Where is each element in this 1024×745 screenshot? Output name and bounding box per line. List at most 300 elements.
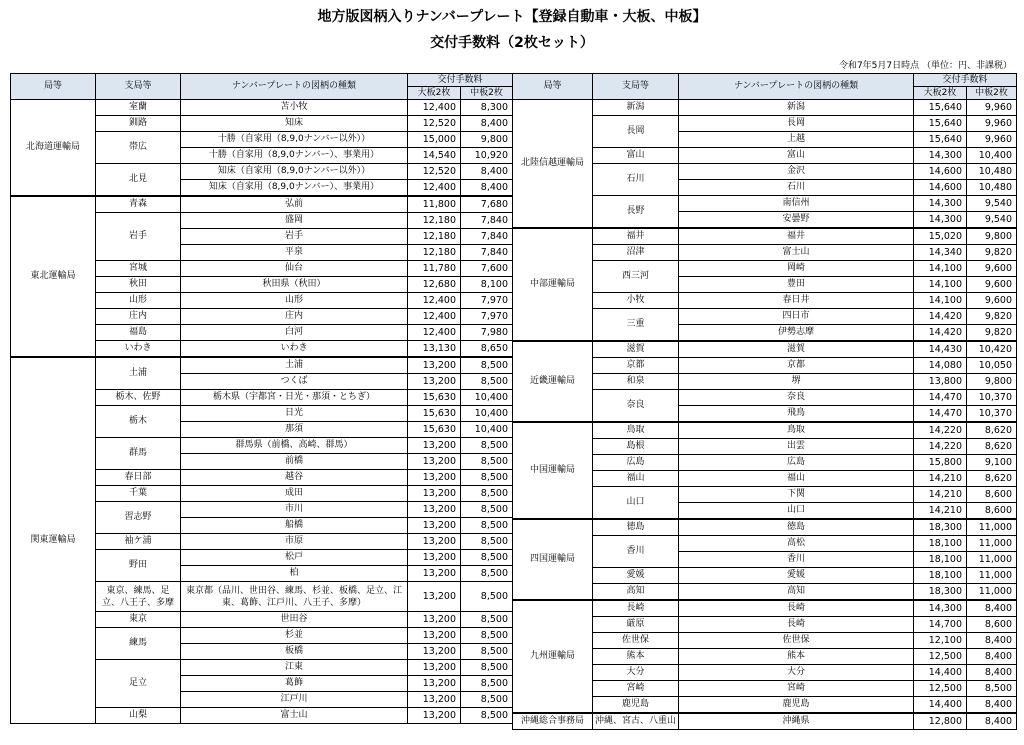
design-cell: 江戸川 xyxy=(181,692,408,708)
branch-cell: 徳島 xyxy=(593,519,679,536)
branch-cell: 岩手 xyxy=(96,213,181,261)
branch-cell: 和泉 xyxy=(593,374,679,390)
large-fee-cell: 12,520 xyxy=(408,164,461,180)
branch-cell: 広島 xyxy=(593,455,679,471)
large-fee-cell: 14,600 xyxy=(914,180,967,196)
large-fee-cell: 15,630 xyxy=(408,390,461,406)
branch-cell: 栃木 xyxy=(96,406,181,438)
large-fee-cell: 13,200 xyxy=(408,628,461,644)
design-cell: 佐世保 xyxy=(679,633,914,649)
design-cell: 苫小牧 xyxy=(181,100,408,116)
branch-cell: 山梨 xyxy=(96,708,181,724)
medium-fee-cell: 8,500 xyxy=(461,676,513,692)
branch-cell: 香川 xyxy=(593,536,679,568)
medium-fee-cell: 8,500 xyxy=(967,681,1017,697)
branch-cell: 宮城 xyxy=(96,261,181,277)
design-cell: 那須 xyxy=(181,422,408,438)
as-of-date-note: 令和7年5月7日時点 （単位：円、非課税） xyxy=(838,61,1012,71)
bureau-cell: 関東運輸局 xyxy=(11,357,96,724)
medium-fee-cell: 9,820 xyxy=(967,245,1017,261)
medium-fee-cell: 8,300 xyxy=(461,100,513,116)
design-cell: 鹿児島 xyxy=(679,697,914,714)
medium-fee-cell: 7,970 xyxy=(461,293,513,309)
design-cell: 広島 xyxy=(679,455,914,471)
design-cell: 四日市 xyxy=(679,309,914,325)
design-cell: 富山 xyxy=(679,148,914,164)
design-cell: 堺 xyxy=(679,374,914,390)
bureau-cell: 北海道運輸局 xyxy=(11,100,96,197)
branch-cell: 福山 xyxy=(593,471,679,487)
large-fee-cell: 13,200 xyxy=(408,582,461,612)
large-fee-cell: 14,470 xyxy=(914,406,967,423)
large-fee-cell: 13,200 xyxy=(408,566,461,582)
branch-cell: 練馬 xyxy=(96,628,181,660)
design-cell: 伊勢志摩 xyxy=(679,325,914,342)
design-cell: 十勝（自家用（8,9,0ナンバー以外）） xyxy=(181,132,408,148)
large-fee-cell: 14,470 xyxy=(914,390,967,406)
large-fee-cell: 12,400 xyxy=(408,293,461,309)
branch-cell: 群馬 xyxy=(96,438,181,470)
table-row xyxy=(513,713,1017,730)
large-fee-cell: 15,630 xyxy=(408,406,461,422)
design-cell: 香川 xyxy=(679,552,914,568)
branch-cell: 栃木、佐野 xyxy=(96,390,181,406)
medium-fee-cell: 9,800 xyxy=(967,374,1017,390)
design-cell: 岩手 xyxy=(181,229,408,245)
large-fee-cell: 14,100 xyxy=(914,261,967,277)
large-fee-cell: 13,200 xyxy=(408,612,461,628)
branch-cell: 習志野 xyxy=(96,502,181,534)
design-cell: 安曇野 xyxy=(679,212,914,229)
large-fee-cell: 14,220 xyxy=(914,422,967,439)
medium-fee-cell: 8,500 xyxy=(461,502,513,518)
medium-fee-cell: 8,500 xyxy=(461,708,513,724)
medium-fee-cell: 10,480 xyxy=(967,180,1017,196)
branch-cell: 愛媛 xyxy=(593,568,679,584)
branch-cell: 沼津 xyxy=(593,245,679,261)
large-fee-cell: 15,630 xyxy=(408,422,461,438)
design-cell: 秋田県（秋田） xyxy=(181,277,408,293)
table-row xyxy=(513,600,1017,617)
medium-fee-cell: 7,840 xyxy=(461,213,513,229)
large-fee-cell: 14,210 xyxy=(914,487,967,503)
medium-fee-cell: 7,970 xyxy=(461,309,513,325)
branch-cell: 足立 xyxy=(96,660,181,708)
large-fee-cell: 14,080 xyxy=(914,358,967,374)
document-title: 地方版図柄入りナンバープレート【登録自動車・大板、中板】 xyxy=(317,9,707,25)
bureau-cell: 四国運輸局 xyxy=(513,519,593,600)
design-cell: 十勝（自家用（8,9,0ナンバー）、事業用） xyxy=(181,148,408,164)
large-fee-cell: 13,200 xyxy=(408,644,461,660)
large-fee-cell: 12,400 xyxy=(408,100,461,116)
design-cell: 徳島 xyxy=(679,519,914,536)
bureau-cell: 中部運輸局 xyxy=(513,228,593,341)
medium-fee-cell: 8,400 xyxy=(461,180,513,197)
branch-cell: いわき xyxy=(96,341,181,358)
design-cell: 市原 xyxy=(181,534,408,550)
large-fee-cell: 13,200 xyxy=(408,518,461,534)
large-fee-cell: 14,210 xyxy=(914,503,967,520)
branch-cell: 長野 xyxy=(593,196,679,229)
design-cell: 越谷 xyxy=(181,470,408,486)
bureau-cell: 東北運輸局 xyxy=(11,196,96,357)
large-fee-cell: 18,100 xyxy=(914,536,967,552)
design-cell: 愛媛 xyxy=(679,568,914,584)
table-row xyxy=(513,519,1017,536)
medium-fee-cell: 8,400 xyxy=(967,649,1017,665)
medium-fee-cell: 9,960 xyxy=(967,100,1017,116)
large-fee-cell: 11,780 xyxy=(408,261,461,277)
header-fee: 交付手数料 xyxy=(408,74,513,87)
large-fee-cell: 14,100 xyxy=(914,293,967,309)
large-fee-cell: 12,100 xyxy=(914,633,967,649)
design-cell: 柏 xyxy=(181,566,408,582)
large-fee-cell: 14,300 xyxy=(914,212,967,229)
design-cell: 沖縄県 xyxy=(679,713,914,730)
large-fee-cell: 13,200 xyxy=(408,357,461,374)
table-row xyxy=(513,100,1017,116)
design-cell: 上越 xyxy=(679,132,914,148)
large-fee-cell: 13,200 xyxy=(408,374,461,390)
medium-fee-cell: 8,400 xyxy=(461,116,513,132)
design-cell: 奈良 xyxy=(679,390,914,406)
branch-cell: 滋賀 xyxy=(593,341,679,358)
design-cell: 世田谷 xyxy=(181,612,408,628)
large-fee-cell: 12,180 xyxy=(408,245,461,261)
header-design: ナンバープレートの図柄の種類 xyxy=(679,74,914,100)
medium-fee-cell: 8,500 xyxy=(461,470,513,486)
design-cell: 南信州 xyxy=(679,196,914,212)
large-fee-cell: 12,520 xyxy=(408,116,461,132)
large-fee-cell: 14,300 xyxy=(914,148,967,164)
large-fee-cell: 14,100 xyxy=(914,277,967,293)
branch-cell: 袖ケ浦 xyxy=(96,534,181,550)
large-fee-cell: 13,130 xyxy=(408,341,461,358)
design-cell: 長崎 xyxy=(679,600,914,617)
header-bureau: 局等 xyxy=(513,74,593,100)
header-branch: 支局等 xyxy=(96,74,181,100)
large-fee-cell: 13,200 xyxy=(408,470,461,486)
design-cell: 下関 xyxy=(679,487,914,503)
medium-fee-cell: 8,400 xyxy=(461,164,513,180)
medium-fee-cell: 8,400 xyxy=(967,633,1017,649)
table-row xyxy=(513,228,1017,245)
medium-fee-cell: 7,980 xyxy=(461,325,513,341)
design-cell: 大分 xyxy=(679,665,914,681)
medium-fee-cell: 10,400 xyxy=(461,406,513,422)
medium-fee-cell: 9,600 xyxy=(967,261,1017,277)
large-fee-cell: 13,200 xyxy=(408,708,461,724)
large-fee-cell: 14,400 xyxy=(914,665,967,681)
design-cell: 石川 xyxy=(679,180,914,196)
branch-cell: 鹿児島 xyxy=(593,697,679,714)
large-fee-cell: 14,340 xyxy=(914,245,967,261)
branch-cell: 宮崎 xyxy=(593,681,679,697)
design-cell: 熊本 xyxy=(679,649,914,665)
large-fee-cell: 12,400 xyxy=(408,309,461,325)
design-cell: 金沢 xyxy=(679,164,914,180)
branch-cell: 野田 xyxy=(96,550,181,582)
table-row xyxy=(513,422,1017,439)
branch-cell: 富山 xyxy=(593,148,679,164)
branch-cell: 釧路 xyxy=(96,116,181,132)
large-fee-cell: 13,800 xyxy=(914,374,967,390)
medium-fee-cell: 9,600 xyxy=(967,293,1017,309)
branch-cell: 帯広 xyxy=(96,132,181,164)
branch-cell: 青森 xyxy=(96,196,181,213)
medium-fee-cell: 8,400 xyxy=(967,697,1017,714)
bureau-cell: 沖縄総合事務局 xyxy=(513,713,593,730)
branch-cell: 石川 xyxy=(593,164,679,196)
medium-fee-cell: 10,400 xyxy=(461,390,513,406)
branch-cell: 土浦 xyxy=(96,357,181,390)
header-design: ナンバープレートの図柄の種類 xyxy=(181,74,408,100)
medium-fee-cell: 10,370 xyxy=(967,390,1017,406)
medium-fee-cell: 11,000 xyxy=(967,552,1017,568)
medium-fee-cell: 8,100 xyxy=(461,277,513,293)
branch-cell: 福井 xyxy=(593,228,679,245)
medium-fee-cell: 9,820 xyxy=(967,309,1017,325)
medium-fee-cell: 8,620 xyxy=(967,439,1017,455)
table-row xyxy=(11,100,513,116)
branch-cell: 奈良 xyxy=(593,390,679,423)
medium-fee-cell: 11,000 xyxy=(967,536,1017,552)
design-cell: 高松 xyxy=(679,536,914,552)
design-cell: 弘前 xyxy=(181,196,408,213)
large-fee-cell: 12,500 xyxy=(914,681,967,697)
medium-fee-cell: 8,500 xyxy=(461,486,513,502)
branch-cell: 山形 xyxy=(96,293,181,309)
design-cell: 新潟 xyxy=(679,100,914,116)
large-fee-cell: 12,400 xyxy=(408,325,461,341)
design-cell: 飛鳥 xyxy=(679,406,914,423)
large-fee-cell: 14,300 xyxy=(914,600,967,617)
large-fee-cell: 12,180 xyxy=(408,229,461,245)
large-fee-cell: 14,400 xyxy=(914,697,967,714)
medium-fee-cell: 8,620 xyxy=(967,422,1017,439)
medium-fee-cell: 8,600 xyxy=(967,503,1017,520)
medium-fee-cell: 8,500 xyxy=(461,660,513,676)
large-fee-cell: 12,800 xyxy=(914,713,967,730)
design-cell: 栃木県（宇都宮・日光・那須・とちぎ） xyxy=(181,390,408,406)
large-fee-cell: 13,200 xyxy=(408,676,461,692)
large-fee-cell: 18,100 xyxy=(914,568,967,584)
large-fee-cell: 13,200 xyxy=(408,692,461,708)
medium-fee-cell: 9,540 xyxy=(967,196,1017,212)
design-cell: 長崎 xyxy=(679,617,914,633)
design-cell: 知床 xyxy=(181,116,408,132)
design-cell: 京都 xyxy=(679,358,914,374)
design-cell: 春日井 xyxy=(679,293,914,309)
branch-cell: 春日部 xyxy=(96,470,181,486)
large-fee-cell: 12,680 xyxy=(408,277,461,293)
large-fee-cell: 12,400 xyxy=(408,180,461,197)
medium-fee-cell: 8,500 xyxy=(461,518,513,534)
medium-fee-cell: 8,500 xyxy=(461,692,513,708)
medium-fee-cell: 7,600 xyxy=(461,261,513,277)
large-fee-cell: 14,420 xyxy=(914,309,967,325)
large-fee-cell: 13,200 xyxy=(408,660,461,676)
large-fee-cell: 13,200 xyxy=(408,550,461,566)
fee-table-right xyxy=(512,73,1017,730)
large-fee-cell: 13,200 xyxy=(408,486,461,502)
branch-cell: 新潟 xyxy=(593,100,679,116)
branch-cell: 秋田 xyxy=(96,277,181,293)
large-fee-cell: 14,600 xyxy=(914,164,967,180)
design-cell: 日光 xyxy=(181,406,408,422)
design-cell: 葛飾 xyxy=(181,676,408,692)
design-cell: 板橋 xyxy=(181,644,408,660)
medium-fee-cell: 10,050 xyxy=(967,358,1017,374)
medium-fee-cell: 10,370 xyxy=(967,406,1017,423)
large-fee-cell: 15,800 xyxy=(914,455,967,471)
header-medium: 中板2枚 xyxy=(461,87,513,100)
design-cell: 市川 xyxy=(181,502,408,518)
large-fee-cell: 13,200 xyxy=(408,454,461,470)
design-cell: 船橋 xyxy=(181,518,408,534)
medium-fee-cell: 7,680 xyxy=(461,196,513,213)
medium-fee-cell: 8,500 xyxy=(461,374,513,390)
medium-fee-cell: 8,500 xyxy=(461,566,513,582)
medium-fee-cell: 11,000 xyxy=(967,519,1017,536)
table-row xyxy=(513,341,1017,358)
branch-cell: 長崎 xyxy=(593,600,679,617)
design-cell: 杉並 xyxy=(181,628,408,644)
design-cell: 盛岡 xyxy=(181,213,408,229)
medium-fee-cell: 10,480 xyxy=(967,164,1017,180)
large-fee-cell: 14,420 xyxy=(914,325,967,342)
large-fee-cell: 18,300 xyxy=(914,584,967,601)
branch-cell: 西三河 xyxy=(593,261,679,293)
design-cell: 山形 xyxy=(181,293,408,309)
fee-table-left xyxy=(10,73,513,724)
design-cell: 鳥取 xyxy=(679,422,914,439)
large-fee-cell: 15,000 xyxy=(408,132,461,148)
design-cell: 江東 xyxy=(181,660,408,676)
branch-cell: 東京 xyxy=(96,612,181,628)
medium-fee-cell: 8,600 xyxy=(967,487,1017,503)
medium-fee-cell: 9,600 xyxy=(967,277,1017,293)
design-cell: 松戸 xyxy=(181,550,408,566)
branch-cell: 厳原 xyxy=(593,617,679,633)
design-cell: 豊田 xyxy=(679,277,914,293)
design-cell: 土浦 xyxy=(181,357,408,374)
large-fee-cell: 14,210 xyxy=(914,471,967,487)
header-large: 大板2枚 xyxy=(408,87,461,100)
branch-cell: 熊本 xyxy=(593,649,679,665)
medium-fee-cell: 8,500 xyxy=(461,357,513,374)
bureau-cell: 中国運輸局 xyxy=(513,422,593,519)
medium-fee-cell: 10,420 xyxy=(967,341,1017,358)
design-cell: 白河 xyxy=(181,325,408,341)
design-cell: 仙台 xyxy=(181,261,408,277)
design-cell: 高知 xyxy=(679,584,914,601)
branch-cell: 小牧 xyxy=(593,293,679,309)
branch-cell: 室蘭 xyxy=(96,100,181,116)
large-fee-cell: 14,700 xyxy=(914,617,967,633)
large-fee-cell: 11,800 xyxy=(408,196,461,213)
large-fee-cell: 14,300 xyxy=(914,196,967,212)
medium-fee-cell: 10,400 xyxy=(967,148,1017,164)
medium-fee-cell: 9,820 xyxy=(967,325,1017,342)
medium-fee-cell: 8,400 xyxy=(967,713,1017,730)
design-cell: 富士山 xyxy=(679,245,914,261)
medium-fee-cell: 10,400 xyxy=(461,422,513,438)
bureau-cell: 北陸信越運輸局 xyxy=(513,100,593,229)
medium-fee-cell: 8,400 xyxy=(967,665,1017,681)
medium-fee-cell: 8,500 xyxy=(461,582,513,612)
header-fee: 交付手数料 xyxy=(914,74,1017,87)
header-bureau: 局等 xyxy=(11,74,96,100)
header-large: 大板2枚 xyxy=(914,87,967,100)
medium-fee-cell: 9,540 xyxy=(967,212,1017,229)
medium-fee-cell: 7,840 xyxy=(461,245,513,261)
bureau-cell: 九州運輸局 xyxy=(513,600,593,713)
branch-cell: 鳥取 xyxy=(593,422,679,439)
design-cell: 滋賀 xyxy=(679,341,914,358)
medium-fee-cell: 8,500 xyxy=(461,628,513,644)
medium-fee-cell: 9,800 xyxy=(967,228,1017,245)
medium-fee-cell: 8,650 xyxy=(461,341,513,358)
design-cell: 平泉 xyxy=(181,245,408,261)
branch-cell: 沖縄、宮古、八重山 xyxy=(593,713,679,730)
large-fee-cell: 15,640 xyxy=(914,116,967,132)
design-cell: 福井 xyxy=(679,228,914,245)
medium-fee-cell: 8,500 xyxy=(461,612,513,628)
branch-cell: 高知 xyxy=(593,584,679,601)
design-cell: 岡崎 xyxy=(679,261,914,277)
design-cell: 知床（自家用（8,9,0ナンバー）、事業用） xyxy=(181,180,408,197)
design-cell: 東京都（品川、世田谷、練馬、杉並、板橋、足立、江東、葛飾、江戸川、八王子、多摩） xyxy=(181,582,408,612)
medium-fee-cell: 8,500 xyxy=(461,438,513,454)
design-cell: つくば xyxy=(181,374,408,390)
medium-fee-cell: 9,100 xyxy=(967,455,1017,471)
large-fee-cell: 13,200 xyxy=(408,438,461,454)
design-cell: 山口 xyxy=(679,503,914,520)
branch-cell: 北見 xyxy=(96,164,181,197)
medium-fee-cell: 8,500 xyxy=(461,454,513,470)
large-fee-cell: 13,200 xyxy=(408,534,461,550)
large-fee-cell: 14,540 xyxy=(408,148,461,164)
medium-fee-cell: 11,000 xyxy=(967,568,1017,584)
large-fee-cell: 15,640 xyxy=(914,100,967,116)
branch-cell: 長岡 xyxy=(593,116,679,148)
medium-fee-cell: 10,920 xyxy=(461,148,513,164)
medium-fee-cell: 9,960 xyxy=(967,116,1017,132)
medium-fee-cell: 8,500 xyxy=(461,644,513,660)
large-fee-cell: 13,200 xyxy=(408,502,461,518)
branch-cell: 千葉 xyxy=(96,486,181,502)
large-fee-cell: 12,500 xyxy=(914,649,967,665)
branch-cell: 庄内 xyxy=(96,309,181,325)
large-fee-cell: 18,100 xyxy=(914,552,967,568)
large-fee-cell: 12,180 xyxy=(408,213,461,229)
medium-fee-cell: 7,840 xyxy=(461,229,513,245)
document-subtitle: 交付手数料（2枚セット） xyxy=(430,35,594,51)
design-cell: 前橋 xyxy=(181,454,408,470)
medium-fee-cell: 8,620 xyxy=(967,471,1017,487)
design-cell: 富士山 xyxy=(181,708,408,724)
branch-cell: 福島 xyxy=(96,325,181,341)
header-medium: 中板2枚 xyxy=(967,87,1017,100)
medium-fee-cell: 9,800 xyxy=(461,132,513,148)
medium-fee-cell: 8,500 xyxy=(461,534,513,550)
design-cell: 庄内 xyxy=(181,309,408,325)
bureau-cell: 近畿運輸局 xyxy=(513,341,593,422)
medium-fee-cell: 8,600 xyxy=(967,617,1017,633)
table-row xyxy=(11,357,513,374)
design-cell: 宮崎 xyxy=(679,681,914,697)
